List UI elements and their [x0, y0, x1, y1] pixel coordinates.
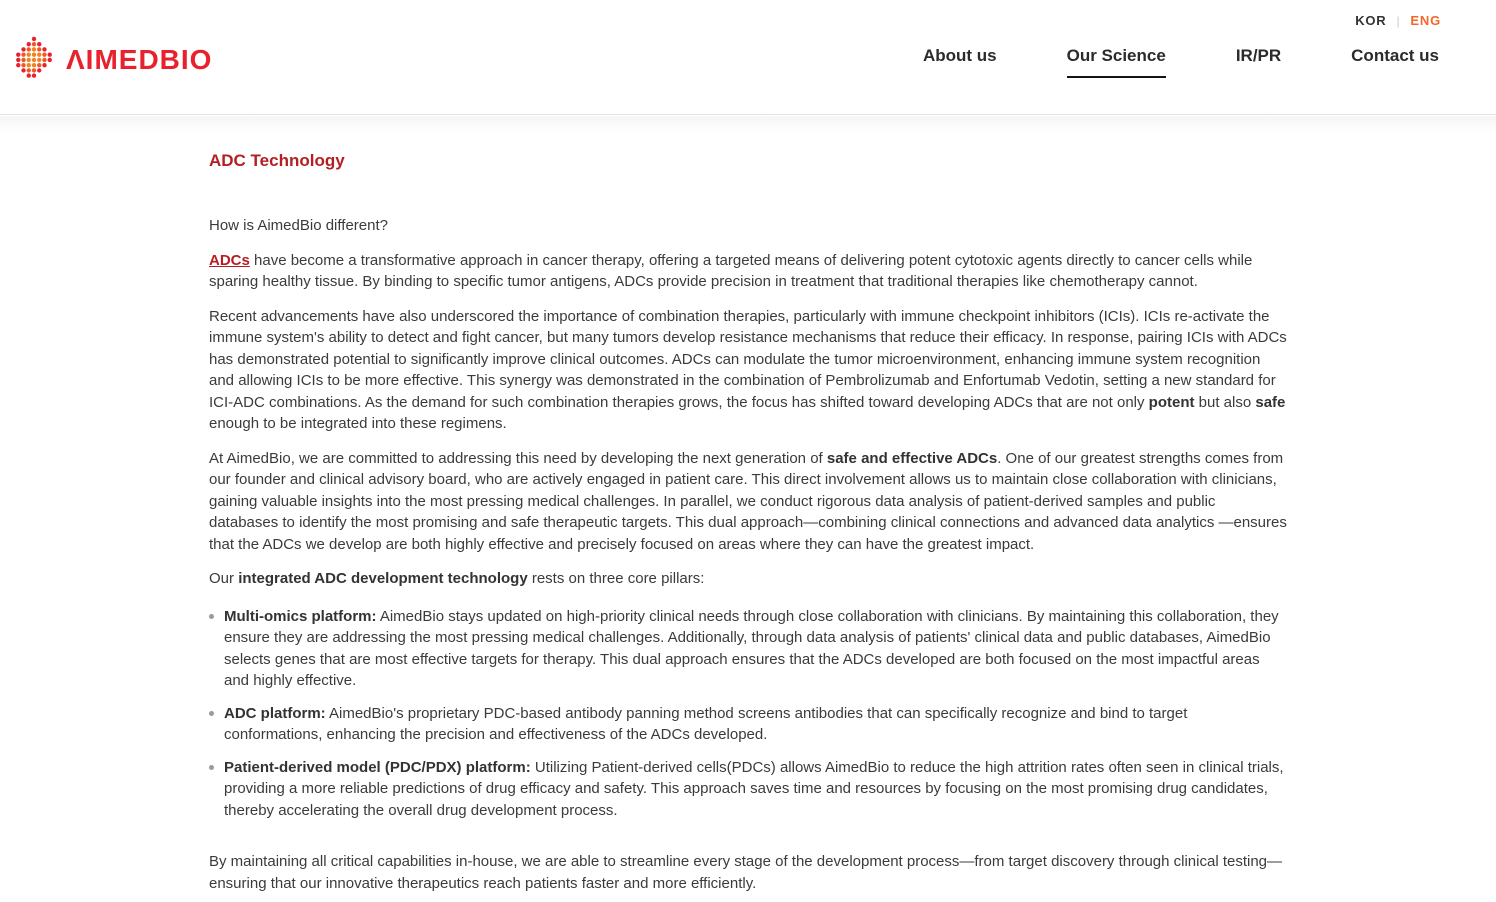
adcs-text-link[interactable]: ADCs: [209, 251, 250, 269]
nav-item-ir-pr[interactable]: IR/PR: [1235, 46, 1282, 65]
pillars-list: [209, 606, 1287, 822]
closing-paragraph: By maintaining all critical capabilities in-house, we are able to streamline every stage of the development process—from target discovery through clinical testing—ensuring that our innovative therapeutics reach patients faster and more efficiently.: [209, 853, 1283, 892]
logo-dots-droplet-icon: [14, 35, 54, 86]
lang-divider: |: [1396, 13, 1401, 28]
pillars-intro: Our integrated ADC development technology rests on three core pillars:: [209, 570, 705, 587]
page-content: [209, 115, 1287, 894]
intro-question: How is AimedBio different?: [209, 217, 388, 234]
nav-item-our-science[interactable]: Our Science: [1067, 46, 1166, 78]
language-switcher: [1355, 13, 1441, 28]
main-nav: [923, 46, 1439, 78]
pillar-adc-platform: ADC platform: AimedBio's proprietary PDC-based antibody panning method screens antibodies that can specifically recognize and bind to target conformations, enhancing the precision and effectiveness of the ADCs developed.: [209, 703, 1287, 746]
pillar-patient-derived-model: Patient-derived model (PDC/PDX) platform: Utilizing Patient-derived cells(PDCs) allows AimedBio to reduce the high attrition rates often seen in clinical trials, providing a more reliable predictions of drug efficacy and safety. This approach saves time and resources by focusing on the most promising drug candidates, thereby accelerating the overall drug development process.: [209, 757, 1287, 822]
paragraph-aimedbio-commitment: At AimedBio, we are committed to addressing this need by developing the next generation of safe and effective ADCs. One of our greatest strengths comes from our founder and clinical advisory board, who are actively engaged in patient care. This direct involvement allows us to maintain close collaboration with clinicians, gaining valuable insights into the most pressing medical challenges. In parallel, we conduct rigorous data analysis of patient-derived samples and public databases to identify the most promising and safe therapeutic targets. This dual approach—combining clinical connections and advanced data analytics —ensures that the ADCs we develop are both highly effective and precisely focused on areas where they can have the greatest impact.: [209, 449, 1287, 553]
page-title: ADC Technology: [209, 151, 345, 170]
paragraph-adcs: ADCs have become a transformative approach in cancer therapy, offering a targeted means of delivering potent cytotoxic agents directly to cancer cells while sparing healthy tissue. By binding to specific tumor antigens, ADCs provide precision in treatment that traditional therapies like chemotherapy cannot.: [209, 251, 1253, 290]
nav-item-about-us[interactable]: About us: [922, 46, 997, 65]
paragraph-combination-therapies: Recent advancements have also underscored the importance of combination therapies, particularly with immune checkpoint inhibitors (ICIs). ICIs re-activate the immune system's ability to detect and fight cancer, but many tumors develop resistance mechanisms that reduce their efficacy. In response, pairing ICIs with ADCs has demonstrated potential to significantly improve clinical outcomes. ADCs can modulate the tumor microenvironment, enhancing immune system recognition and allowing ICIs to be more effective. This synergy was demonstrated in the combination of Pembrolizumab and Enfortumab Vedotin, setting a new standard for ICI-ADC combinations. As the demand for such combination therapies grows, the focus has shifted toward developing ADCs that are not only potent but also safe enough to be integrated into these regimens.: [209, 307, 1287, 432]
lang-eng-link[interactable]: ENG: [1410, 13, 1441, 28]
site-header: [0, 0, 1496, 115]
pillar-multi-omics: Multi-omics platform: AimedBio stays updated on high-priority clinical needs through close collaboration with clinicians. By maintaining this collaboration, they ensure they are addressing the most pressing medical challenges. Additionally, through data analysis of patients' clinical data and public databases, AimedBio selects genes that are most effective targets for therapy. This dual approach ensures that the ADCs developed are both focused on the most impactful areas and highly effective.: [209, 606, 1287, 692]
brand-logo[interactable]: [14, 35, 212, 86]
nav-item-contact-us[interactable]: Contact us: [1351, 46, 1439, 65]
brand-wordmark: ΛIMEDBIO: [66, 44, 213, 75]
lang-kor-link[interactable]: KOR: [1355, 13, 1387, 28]
